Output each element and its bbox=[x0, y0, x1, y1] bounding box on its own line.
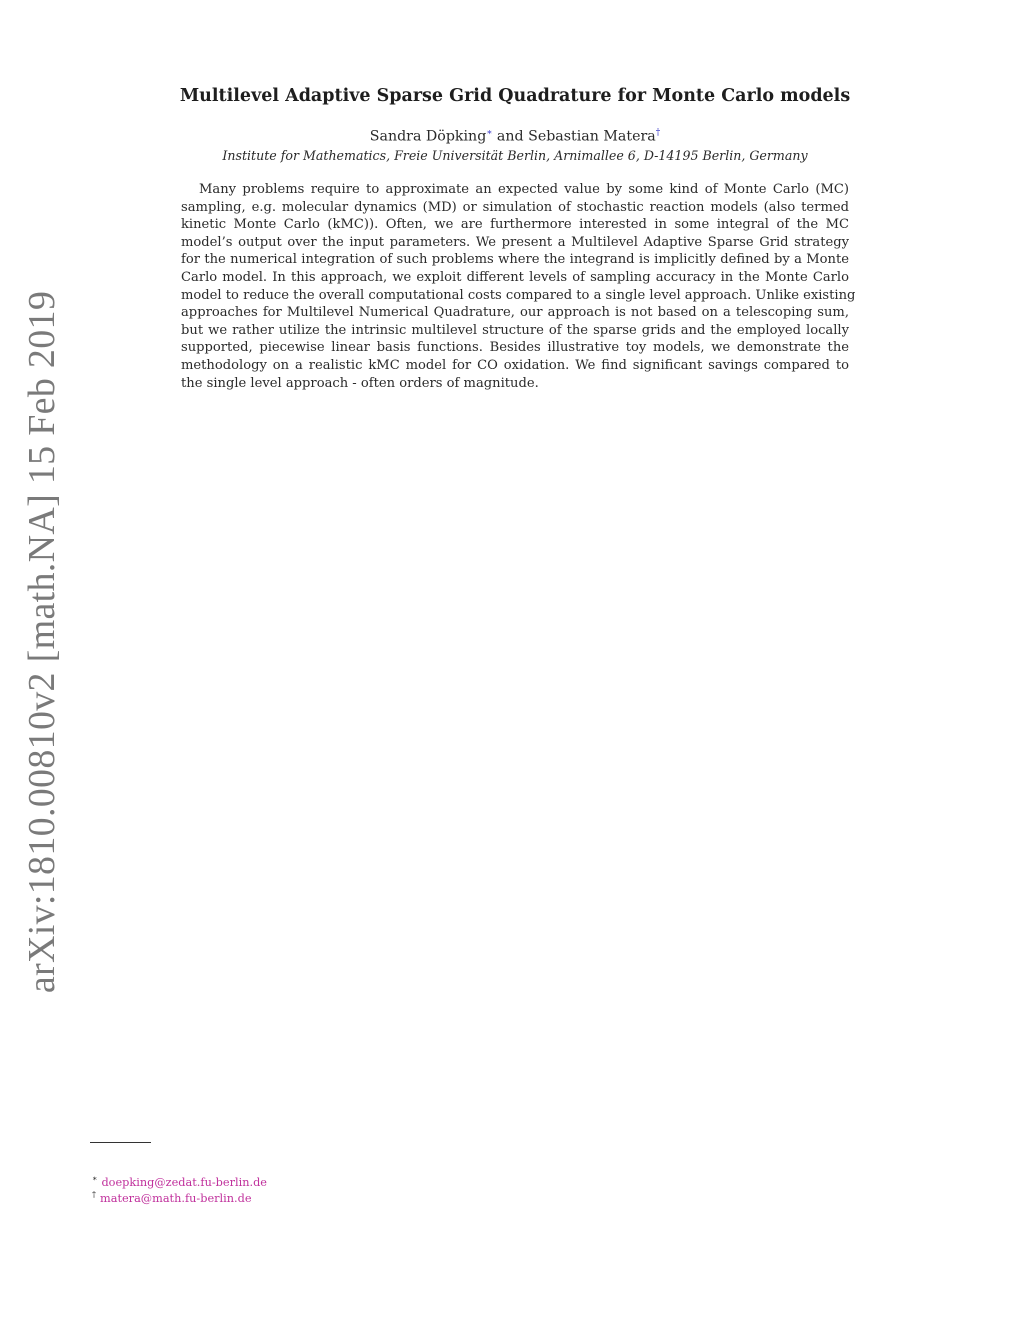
author-name: Sandra Döpking bbox=[369, 128, 487, 145]
abstract-line: Carlo model. In this approach, we exploit different levels of sampling accuracy in the Monte Carlo bbox=[181, 269, 849, 285]
footnote-mark: ∗ bbox=[92, 1174, 98, 1183]
abstract-line: sampling, e.g. molecular dynamics (MD) or simulation of stochastic reaction models (also termed bbox=[181, 199, 849, 215]
footnote-mark: † bbox=[92, 1190, 96, 1199]
abstract-line: approaches for Multilevel Numerical Quadrature, our approach is not based on a telescoping sum, bbox=[181, 305, 849, 321]
paper-title: Multilevel Adaptive Sparse Grid Quadrature for Monte Carlo models bbox=[179, 86, 851, 106]
author-name: Sebastian Matera bbox=[528, 128, 656, 145]
footnote-link[interactable]: ∗ bbox=[486, 128, 493, 138]
abstract-line: model’s output over the input parameters. We present a Multilevel Adaptive Sparse Grid strategy bbox=[181, 234, 849, 250]
affiliation: Institute for Mathematics, Freie Universität Berlin, Arnimallee 6, D-14195 Berlin, Germany bbox=[222, 148, 808, 163]
author-list bbox=[150, 128, 880, 145]
abstract-line: the single level approach - often orders of magnitude. bbox=[181, 375, 539, 391]
footnote bbox=[92, 1190, 252, 1205]
abstract-line: supported, piecewise linear basis functions. Besides illustrative toy models, we demonstrate the bbox=[181, 340, 849, 356]
abstract-line: but we rather utilize the intrinsic multilevel structure of the sparse grids and the employed locally bbox=[181, 322, 849, 338]
email-link[interactable]: matera@math.fu-berlin.de bbox=[100, 1191, 252, 1205]
author-connector: and bbox=[492, 128, 529, 145]
abstract-line: methodology on a realistic kMC model for CO oxidation. We find significant savings compared to bbox=[181, 357, 849, 373]
abstract-line: Many problems require to approximate an expected value by some kind of Monte Carlo (MC) bbox=[199, 182, 849, 197]
abstract bbox=[181, 181, 856, 392]
abstract-line: kinetic Monte Carlo (kMC)). Often, we are furthermore interested in some integral of the MC bbox=[181, 217, 849, 233]
footnote-link[interactable]: † bbox=[655, 128, 661, 138]
abstract-line: for the numerical integration of such problems where the integrand is implicitly defined by a Monte bbox=[181, 252, 849, 268]
footnote bbox=[92, 1174, 267, 1189]
abstract-line: model to reduce the overall computational costs compared to a single level approach. Unlike existing bbox=[181, 287, 856, 303]
footnote-divider bbox=[90, 1142, 151, 1143]
email-link[interactable]: doepking@zedat.fu-berlin.de bbox=[101, 1175, 267, 1189]
arxiv-identifier: arXiv:1810.00810v2 [math.NA] 15 Feb 2019 bbox=[21, 290, 63, 994]
